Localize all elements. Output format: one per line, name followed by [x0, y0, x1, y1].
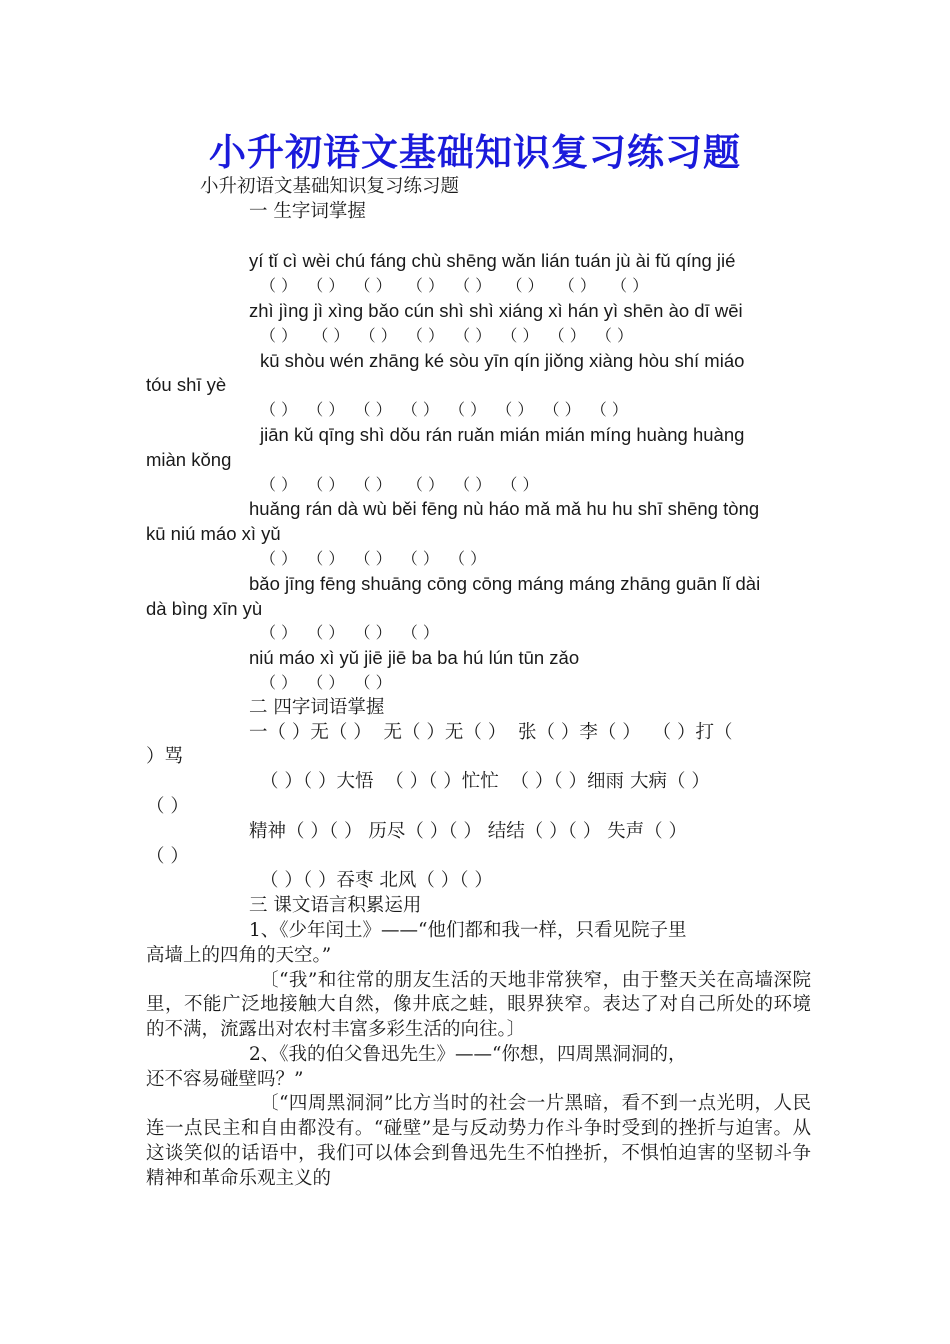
document-body: [146, 175, 811, 1192]
pinyin-line: niú máo xì yǔ jiē jiē ba ba hú lún tūn zǎo: [249, 647, 580, 669]
document-title: 小升初语文基础知识复习练习题: [209, 131, 741, 174]
idiom-row-continued: （ ）: [146, 845, 189, 867]
quote-line-continued: 高墙上的四角的天空。”: [146, 944, 332, 966]
section-2-heading: 二 四字词语掌握: [249, 696, 385, 718]
answer-blanks: （ ） （ ） （ ） （ ） （ ） （ ） （ ） （ ）: [260, 400, 628, 420]
section-3-heading: 三 课文语言积累运用: [249, 895, 422, 917]
pinyin-line: jiān kǔ qīng shì dǒu rán ruǎn mián mián míng huàng huàng: [260, 423, 745, 445]
idiom-row-continued: ）骂: [146, 746, 184, 768]
answer-blanks: （ ） （ ） （ ） （ ）: [260, 623, 439, 643]
pinyin-line: yí tǐ cì wèi chú fáng chù shēng wǎn lián tuán jù ài fǔ qíng jié: [249, 250, 736, 272]
answer-blanks: （ ） （ ） （ ） （ ） （ ）: [260, 548, 487, 568]
answer-blanks: （ ） （ ） （ ） （ ） （ ） （ ）: [260, 474, 539, 494]
section-1-heading: 一 生字词掌握: [249, 200, 366, 222]
explanation-note: 〔“我”和往常的朋友生活的天地非常狭窄，由于整天关在高墙深院里，不能广泛地接触大自然，像井底之蛙，眼界狭窄。表达了对自己所处的环境的不满，流露出对农村丰富多彩生活的向往。〕: [146, 969, 811, 1041]
subtitle: 小升初语文基础知识复习练习题: [200, 176, 460, 197]
answer-blanks: （ ） （ ） （ ） （ ） （ ） （ ） （ ） （ ）: [260, 276, 649, 296]
answer-blanks: （ ） （ ） （ ） （ ） （ ） （ ） （ ） （ ）: [260, 325, 633, 345]
quote-line-continued: 还不容易碰壁吗？”: [146, 1068, 304, 1090]
pinyin-line-continued: miàn kǒng: [146, 448, 232, 470]
pinyin-line-continued: dà bìng xīn yù: [146, 597, 263, 619]
pinyin-line: zhì jìng jì xìng bǎo cún shì shì xiáng xì hán yì shēn ào dī wēi: [249, 299, 743, 321]
idiom-row-continued: （ ）: [146, 795, 189, 817]
pinyin-line-continued: kū niú máo xì yǔ: [146, 523, 281, 545]
answer-blanks: （ ） （ ） （ ）: [260, 672, 392, 692]
quote-line: 1、《少年闰土》——“他们都和我一样，只看见院子里: [249, 919, 687, 941]
pinyin-line: bǎo jīng fēng shuāng cōng cōng máng máng zhāng guān lǐ dài: [249, 572, 761, 594]
explanation-note: 〔“四周黑洞洞”比方当时的社会一片黑暗，看不到一点光明，人民连一点民主和自由都没有。“碰壁”是与反动势力作斗争时受到的挫折与迫害。从这谈笑似的话语中，我们可以体会到鲁迅先生不怕挫折，不惧怕迫害的坚韧斗争精神和革命乐观主义的: [146, 1093, 811, 1189]
pinyin-line: kū shòu wén zhāng ké sòu yīn qín jiǒng xiàng hòu shí miáo: [260, 349, 745, 371]
pinyin-line: huǎng rán dà wù běi fēng nù háo mǎ mǎ hu hu shī shēng tòng: [249, 498, 760, 520]
idiom-row: （ ）（ ）吞枣 北风（ ）（ ）: [260, 870, 493, 892]
pinyin-line-continued: tóu shī yè: [146, 374, 227, 396]
idiom-row: 精神（ ）（ ） 历尽（ ）（ ） 结结（ ）（ ） 失声（ ）: [249, 820, 688, 842]
idiom-row: （ ）（ ）大悟 （ ）（ ）忙忙 （ ）（ ）细雨 大病（ ）: [260, 771, 710, 793]
idiom-row: 一（ ）无（ ） 无（ ）无（ ） 张（ ）李（ ） （ ）打（: [249, 721, 733, 743]
quote-line: 2、《我的伯父鲁迅先生》——“你想，四周黑洞洞的，: [249, 1043, 687, 1065]
